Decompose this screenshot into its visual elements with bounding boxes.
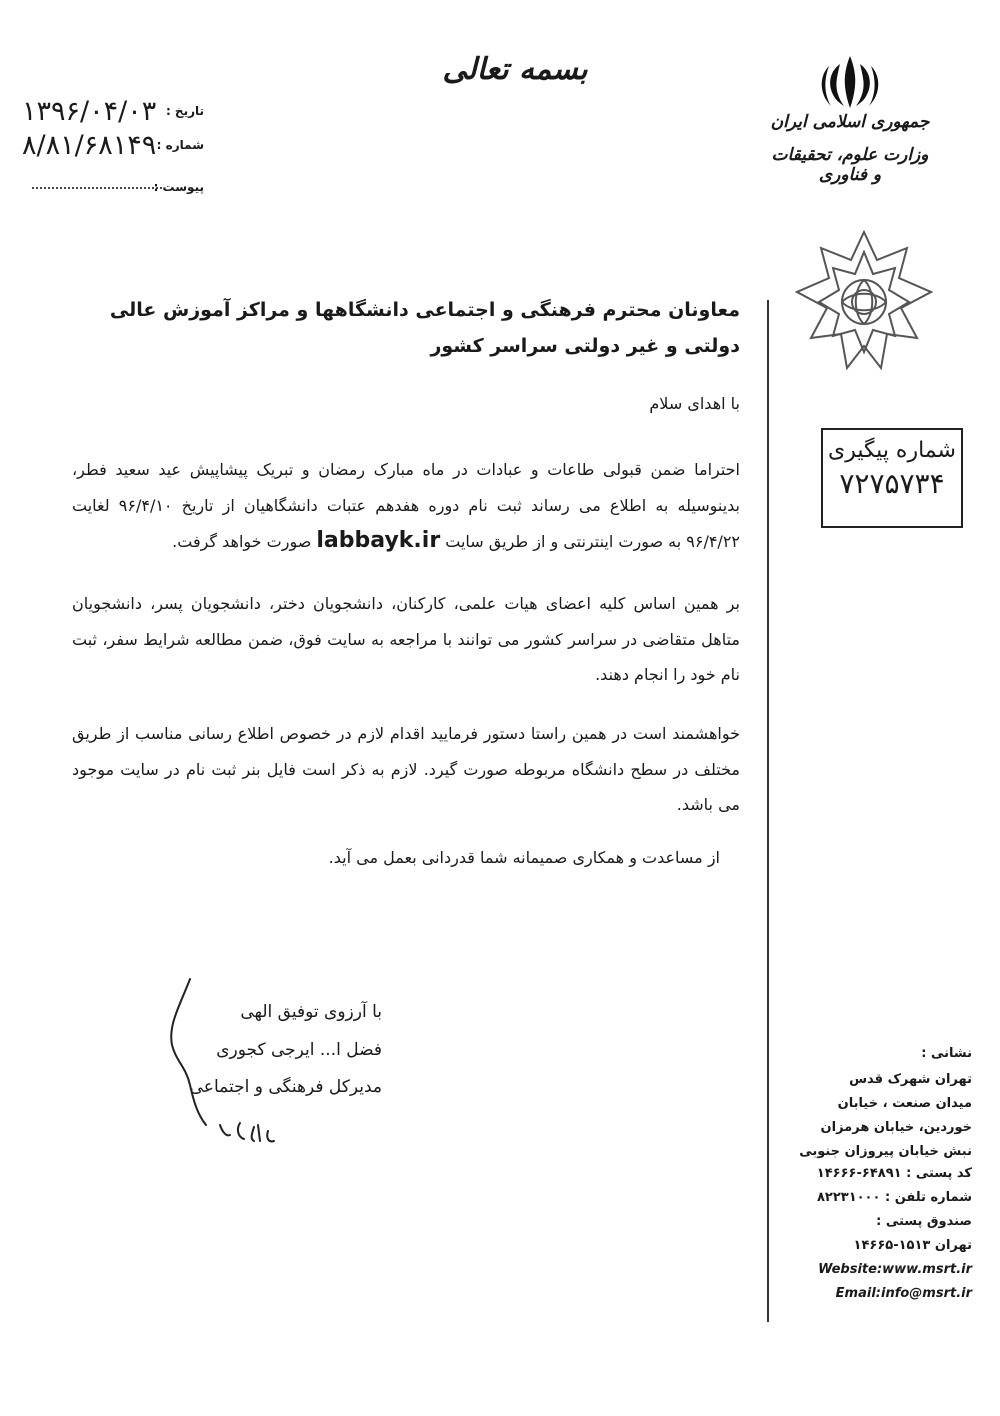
po-box-label: صندوق پستی : xyxy=(876,1214,972,1229)
po-box: تهران ۱۵۱۳-۱۴۶۶۵ xyxy=(853,1238,972,1253)
paragraph-text: احتراما ضمن قبولی طاعات و عبادات در ماه مبارک رمضان و تبریک پیشاپیش عید سعید فطر، بدینوسیله به اطلاع می رساند ثبت نام دوره هفدهم عتبات دانشگاهیان از تاریخ ۹۶/۴/۱۰ لغایت ۹۶/۴/۲۲ به صورت اینترنتی و از طریق سایت xyxy=(72,460,740,551)
letter-number-value: ۸/۸۱/۶۸۱۴۹ xyxy=(22,130,157,161)
tracking-label: شماره پیگیری xyxy=(828,438,956,463)
margin-divider xyxy=(767,300,769,1322)
date-label: تاریخ : xyxy=(165,104,204,118)
address-line: خوردین، خیابان هرمزان xyxy=(820,1120,972,1135)
website-address[interactable]: Website:www.msrt.ir xyxy=(818,1262,972,1277)
greeting: با اهدای سلام xyxy=(649,394,740,413)
paragraph-registration xyxy=(72,452,740,560)
ministry-name: وزارت علوم، تحقیقات و فناوری xyxy=(771,145,929,185)
phone-number: شماره تلفن : ۸۲۲۳۱۰۰۰ xyxy=(816,1190,972,1205)
signature-wish: با آرزوی توفیق الهی xyxy=(240,1002,382,1022)
address-label: نشانی : xyxy=(921,1046,972,1061)
attachment-label: پیوست : xyxy=(153,180,204,194)
recipient-heading: معاونان محترم فرهنگی و اجتماعی دانشگاهها و مراکز آموزش عالی دولتی و غیر دولتی سراسر کشور xyxy=(109,299,740,357)
basmala-heading: بسمه تعالی xyxy=(442,52,588,87)
ministry-country-name: جمهوری اسلامی ایران xyxy=(770,112,930,132)
paragraph-text: صورت خواهد گرفت. xyxy=(172,532,312,551)
iran-emblem-logo xyxy=(815,52,885,112)
address-line: تهران شهرک قدس xyxy=(849,1072,972,1087)
tracking-box xyxy=(821,428,963,528)
date-value: ۱۳۹۶/۰۴/۰۳ xyxy=(22,96,157,127)
paragraph-eligibility: بر همین اساس کلیه اعضای هیات علمی، کارکنان، دانشجویان دختر، دانشجویان پسر، دانشجویان متاهل متقاضی در سراسر کشور می توانند با مراجعه به سایت فوق، ضمن مطالعه شرایط سفر، ثبت نام خود را انجام دهند. xyxy=(72,594,740,684)
signatory-title: مدیرکل فرهنگی و اجتماعی xyxy=(189,1077,382,1097)
handwritten-signature xyxy=(150,975,280,1155)
letter-number-label: شماره : xyxy=(156,138,204,152)
attachment-dotted-line xyxy=(32,187,162,189)
postal-code: کد پستی : ۶۴۸۹۱-۱۴۶۶۶ xyxy=(816,1166,972,1181)
email-address[interactable]: Email:info@msrt.ir xyxy=(835,1286,972,1301)
ornament-star-emblem xyxy=(795,230,933,378)
paragraph-request: خواهشمند است در همین راستا دستور فرمایید اقدام لازم در خصوص اطلاع رسانی مناسب از طریق مختلف در سطح دانشگاه مربوطه صورت گیرد. لازم به ذکر است فایل بنر ثبت نام در سایت موجود می باشد. xyxy=(72,724,740,814)
address-line: میدان صنعت ، خیابان xyxy=(837,1096,972,1111)
signatory-name: فضل ا... ایرجی کجوری xyxy=(216,1040,382,1060)
address-line: نبش خیابان پیروزان جنوبی xyxy=(799,1144,972,1159)
website-link[interactable]: labbayk.ir xyxy=(316,528,441,553)
tracking-number: ۷۲۷۵۷۳۴ xyxy=(839,467,945,500)
closing-line: از مساعدت و همکاری صمیمانه شما قدردانی بعمل می آید. xyxy=(328,848,720,867)
